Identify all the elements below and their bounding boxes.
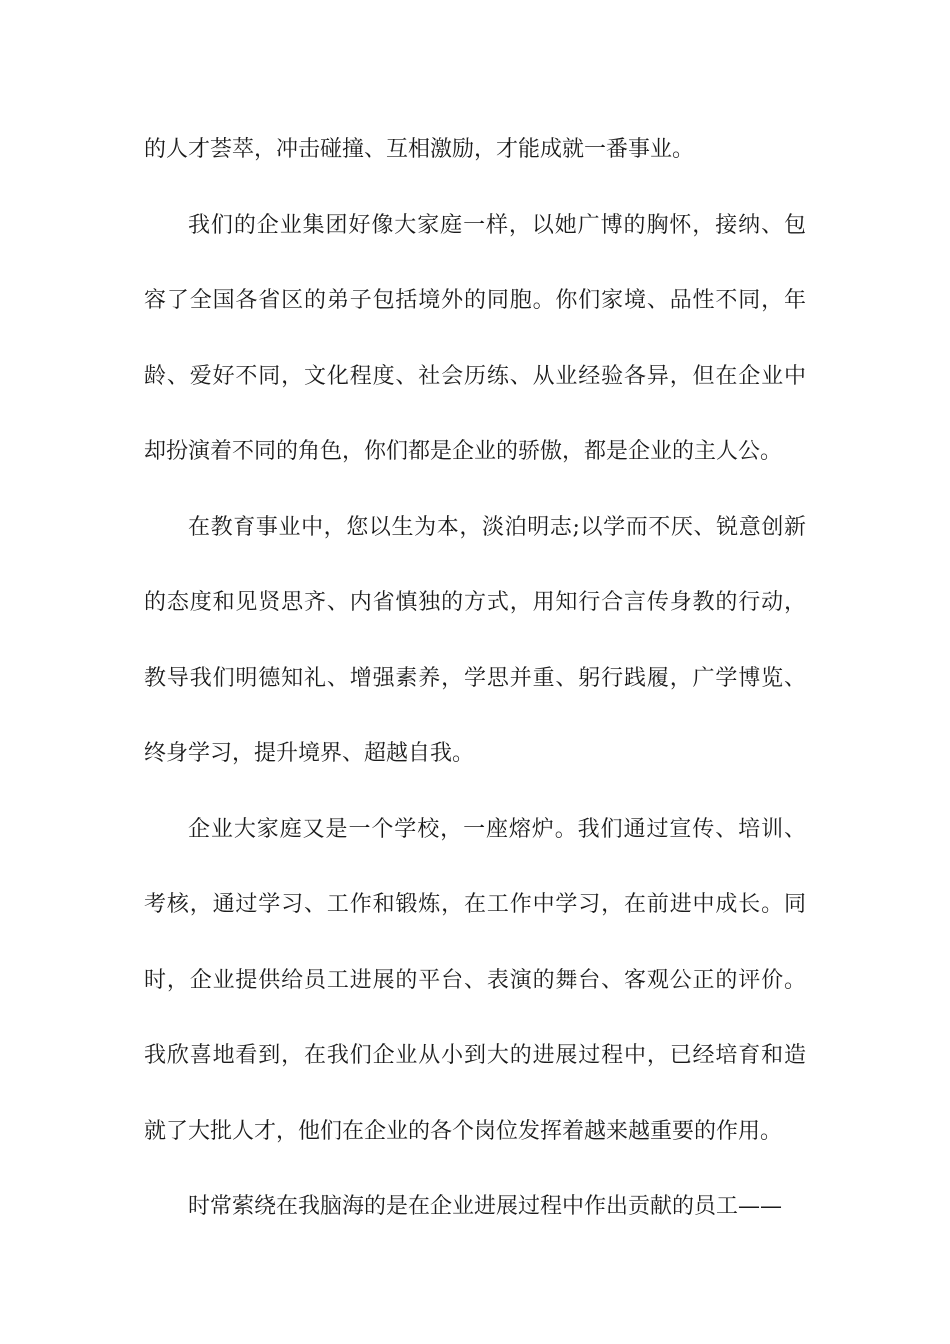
paragraph-5-line-1: 时常萦绕在我脑海的是在企业进展过程中作出贡献的员工—— bbox=[188, 1194, 783, 1219]
paragraph-1-line-1: 的人才荟萃，冲击碰撞、互相激励，才能成就一番事业。 bbox=[144, 137, 695, 162]
paragraph-4-line-4: 我欣喜地看到，在我们企业从小到大的进展过程中，已经培育和造 bbox=[144, 1043, 806, 1068]
paragraph-3-line-1: 在教育事业中，您以生为本，淡泊明志;以学而不厌、锐意创新 bbox=[188, 514, 806, 540]
paragraph-4-line-5: 就了大批人才，他们在企业的各个岗位发挥着越来越重要的作用。 bbox=[144, 1118, 783, 1144]
paragraph-4-line-2: 考核，通过学习、工作和锻炼，在工作中学习，在前进中成长。同 bbox=[144, 892, 806, 917]
paragraph-2-line-2: 容了全国各省区的弟子包括境外的同胞。你们家境、品性不同，年 bbox=[144, 288, 806, 313]
paragraph-3-line-2: 的态度和见贤思齐、内省慎独的方式，用知行合言传身教的行动， bbox=[144, 590, 806, 615]
paragraph-4-line-3: 时，企业提供给员工进展的平台、表演的舞台、客观公正的评价。 bbox=[144, 967, 806, 993]
document-body bbox=[144, 128, 806, 1261]
paragraph-3-line-4: 终身学习，提升境界、超越自我。 bbox=[144, 741, 475, 766]
paragraph-2-line-3: 龄、爱好不同，文化程度、社会历练、从业经验各异，但在企业中 bbox=[144, 363, 806, 389]
paragraph-4-line-1: 企业大家庭又是一个学校，一座熔炉。我们通过宣传、培训、 bbox=[188, 816, 806, 842]
paragraph-3-line-3: 教导我们明德知礼、增强素养，学思并重、躬行践履，广学博览、 bbox=[144, 665, 806, 691]
paragraph-2-line-4: 却扮演着不同的角色，你们都是企业的骄傲，都是企业的主人公。 bbox=[144, 439, 783, 464]
paragraph-2-line-1: 我们的企业集团好像大家庭一样，以她广博的胸怀，接纳、包 bbox=[188, 212, 806, 238]
